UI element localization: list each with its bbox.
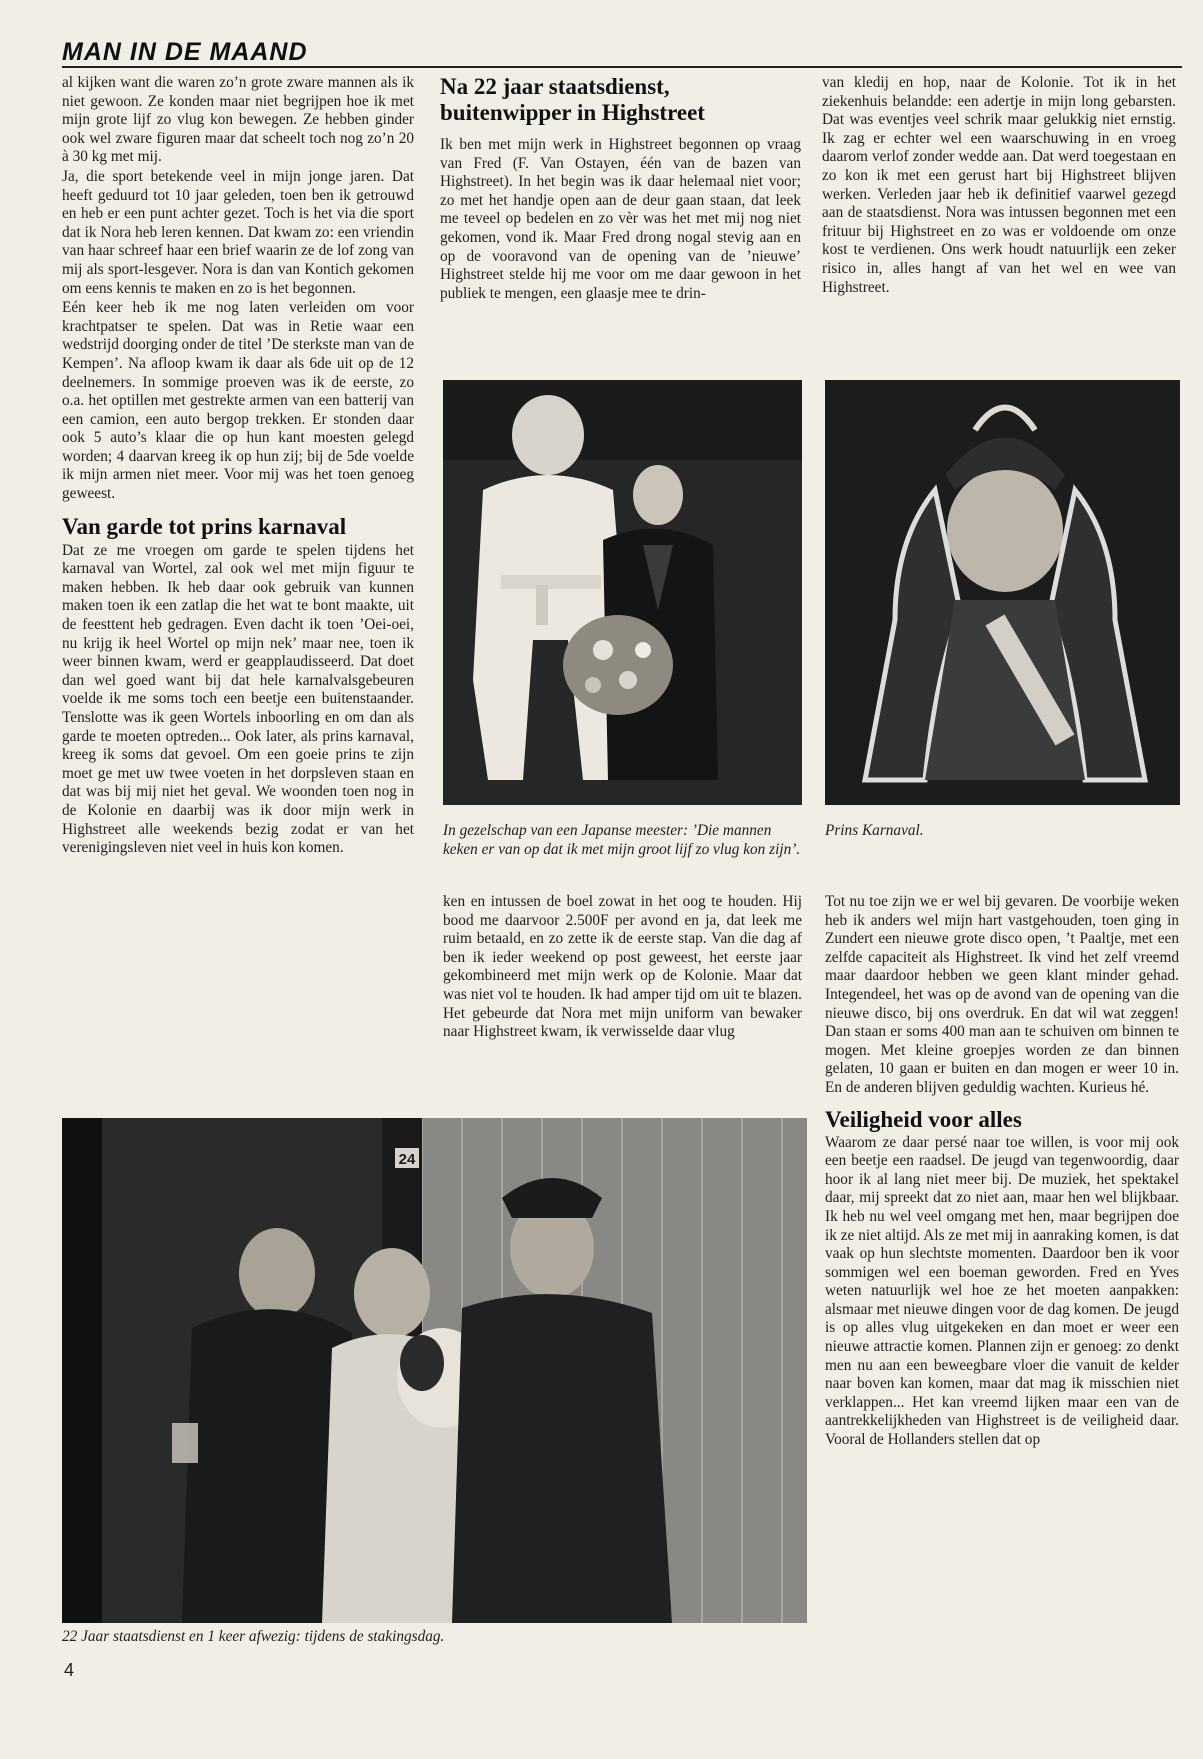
paragraph: Ja, die sport betekende veel in mijn jonge jaren. Dat heeft geduurd tot 10 jaar geleden, toen ben ik getrouwd en heb er een punt achter gezet. Toch is het via die sport dat ik Nora heb leren kennen. Dat kwam zo: een vriendin van haar schreef haar een brief waarin ze de lof zong van mij als sport-lesgever. Nora is dan van Kontich gekomen om eens kennis te maken en zo is het begonnen.: [62, 167, 414, 297]
paragraph: ken en intussen de boel zowat in het oog te houden. Hij bood me daarvoor 2.500F per avond en ja, dat leek me ruim betaald, en zo zette ik de eerste stap. Van die dag af ben ik ieder weekend op post geweest, het eerste jaar gekombineerd met mijn werk op de Kolonie. Maar dat was niet vol te houden. Ik had amper tijd om uit te blazen. Het gebeurde dat Nora met mijn uniform van bewaker naar Highstreet kwam, ik verwisselde daar vlug: [443, 893, 802, 1041]
paragraph: Dat ze me vroegen om garde te spelen tijdens het karnaval van Wortel, zal ook wel met mijn figuur te maken hebben. Ik heb daar ook gebruik van kunnen maken toen ik een zatlap die het wat te bont maakte, uit de feesttent heb gedragen. Even dacht ik toen ’Oei-oei, nu krijg ik heel Wortel op mijn nek’ maar nee, toen ik weer binnen kwam, werd er geapplaudisseerd. Dat doet dan wel goed want bij dat hele karnalvalsgebeuren voelde ik me soms toch een beetje een buitenstaander. Tenslotte was ik geen Wortels inboorling en om dan als garde te moeten optreden... Ook later, als prins karnaval, kreeg ik soms dat gevoel. Om een goeie prins te zijn moet ge met uw twee voeten in het dorpsleven staan en dat was bij mij niet het geval. We woonden toen nog in de Kolonie en daarbij was ik door mijn werk in Highstreet alle weekends bezig zodat er van het verenigingsleven niet veel in huis kon komen.: [62, 541, 414, 857]
column-2: [440, 74, 801, 303]
photo-japanese-master: [443, 380, 802, 805]
subheading-veiligheid: Veiligheid voor alles: [825, 1106, 1022, 1132]
paragraph: Ik ben met mijn werk in Highstreet begonnen op vraag van Fred (F. Van Ostayen, één van de bazen van Highstreet). In het begin was ik daar helemaal niet voor; zo met het handje open aan de deur gaan staan, dat leek me teveel op bedelen en zo vèr was het met mij nog niet gekomen, vond ik. Maar Fred drong nogal stevig aan en op de vooravond van de opening van de ’nieuwe’ Highstreet stelde hij me voor om me daar gewoon in het publiek te mengen, een glaasje mee te drin-: [440, 136, 801, 302]
subheading-van-garde: Van garde tot prins karnaval: [62, 513, 347, 539]
paragraph: Eén keer heb ik me nog laten verleiden om voor krachtpatser te spelen. Dat was in Retie waar een wedstrijd doorging onder de titel ’De sterkste man van de Kempen’. Na afloop kwam ik daar als 6de uit op de 12 deelnemers. In sommige proeven was ik de eerste, zo o.a. het optillen met gestrekte armen van een batterij van een camion, een auto bergop trekken. Er stonden daar ook 5 auto’s klaar die op hun kant moesten gelegd worden; 4 daarvan kreeg ik op hun zij; bij de 5de voelde ik mijn armen niet meer. Voor mij was het toen genoeg geweest.: [62, 299, 414, 503]
column-3-continued: [825, 893, 1179, 1450]
column-2-continued: [443, 893, 802, 1042]
subheading-highstreet: Na 22 jaar staatsdienst, buitenwipper in Highstreet: [440, 74, 705, 125]
column-3: [822, 74, 1176, 297]
paragraph: van kledij en hop, naar de Kolonie. Tot ik in het ziekenhuis belandde: een adertje in mijn long gebarsten. Dat was eventjes veel schrik maar gelukkig niet ernstig. Ik zag er echter wel een waarschuwing in en vroeg daarom verlof zonder wedde aan. Dat werd toegestaan en zo kon ik met een gerust hart bij Highstreet blijven werken. Verleden jaar heb ik definitief vaarwel gezegd aan de staatsdienst. Nora was intussen begonnen met een frituur bij Highstreet en zo was er voldoende om onze kost te verdienen. Ons werk houdt natuurlijk een zeker risico in, alles hangt af van het wel en wee van Highstreet.: [822, 74, 1176, 296]
caption-japanese-master: In gezelschap van een Japanse meester: ’Die mannen keken er van op dat ik met mijn groot lijf zo vlug kon zijn’.: [443, 822, 801, 858]
column-2-text: [440, 136, 801, 303]
page-number: 4: [64, 1660, 75, 1680]
paragraph: Tot nu toe zijn we er wel bij gevaren. De voorbije weken heb ik anders wel mijn hart vastgehouden, toen ging in Zundert een nieuwe grote disco open, ’t Paaltje, met een zelfde capaciteit als Highstreet. Ik vind het zelf vreemd maar daardoor hebben we geen klant minder gehad. Integendeel, het was op de avond van de opening van die nieuwe disco, bij ons overdruk. En dat wil wat zeggen! Dan staan er soms 400 man aan te schuiven om binnen te mogen. Met kleine groepjes worden ze dan binnen gelaten, 10 gaan er buiten en dan mogen er weer 10 in. En de anderen blijven geduldig wachten. Kurieus hé.: [825, 893, 1179, 1096]
page-header: [62, 38, 1182, 68]
column-1: [62, 74, 414, 858]
caption-guards: 22 Jaar staatsdienst en 1 keer afwezig: tijdens de stakingsdag.: [62, 1628, 445, 1645]
photo-prins-karnaval: [825, 380, 1180, 805]
door-number: 24: [398, 1151, 416, 1168]
paragraph: al kijken want die waren zo’n grote zware mannen als ik niet gewoon. Ze konden maar niet begrijpen hoe ik met mijn grote lijf zo vlug kon bewegen. Ze hebben ginder ook wel zware figuren maar dat scheelt toch nog zo’n 20 à 30 kg met mij.: [62, 74, 414, 166]
paragraph: Waarom ze daar persé naar toe willen, is voor mij ook een beetje een raadsel. De jeugd van tegenwoordig, daar hoor ik al lang niet meer bij. De muziek, het spektakel daar, mij spreekt dat zo niet aan, maar hen wel blijkbaar. Ik heb nu wel veel omgang met hen, maar begrijpen doe ik ze niet altijd. Als ze met mij in aanraking komen, is dat vaak op hun slechtste momenten. Daardoor ben ik voor sommigen wel een boeman geworden. Fred en Yves weten natuurlijk wel hoe ze het moeten aanpakken: alsmaar met nieuwe dingen voor de dag komen. De jeugd is op alles vlug uitgekeken en dan moet er weer een nieuwe attractie komen. Plannen zijn er genoeg: zo denkt men nu aan een beweegbare vloer die vanuit de kelder naar boven kan komen, maar dat mag ik misschien niet verklappen... Het kan vreemd lijken maar een van de aantrekkelijkheden van Highstreet is de veiligheid daar. Vooral de Hollanders stellen dat op: [825, 1133, 1179, 1449]
caption-prins-karnaval: Prins Karnaval.: [825, 822, 924, 839]
photo-guards-with-dog: [62, 1118, 807, 1623]
section-title: MAN IN DE MAAND: [62, 38, 308, 66]
